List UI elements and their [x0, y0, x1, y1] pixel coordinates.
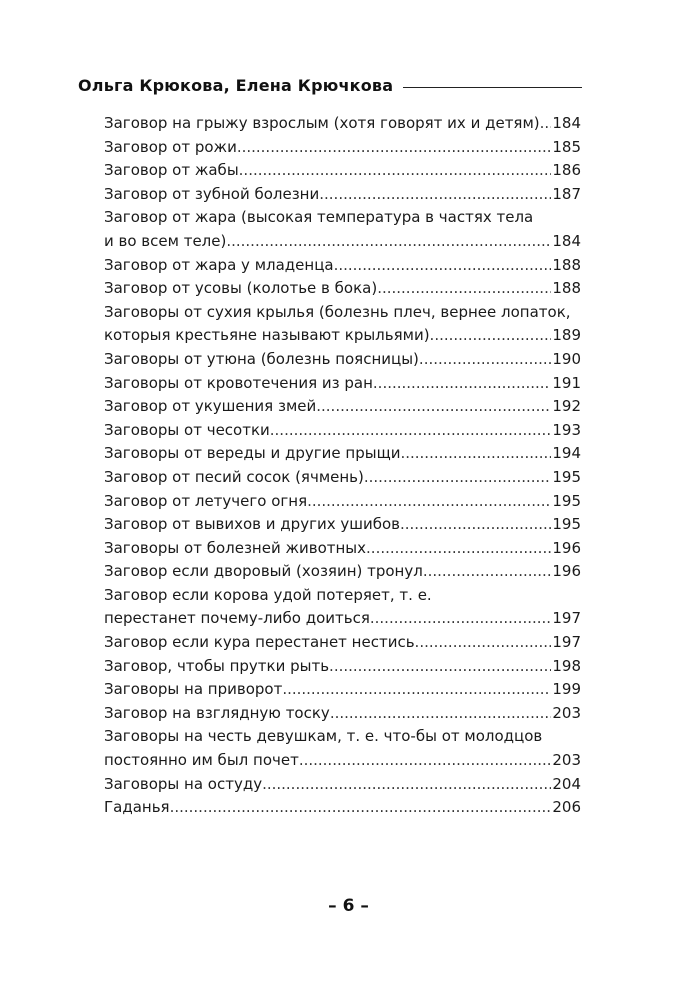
- dot-leader: [419, 348, 551, 372]
- dot-leader: [334, 254, 552, 278]
- toc-entry: [104, 513, 581, 537]
- dot-leader: [316, 395, 551, 419]
- toc-entry: [104, 254, 581, 278]
- toc-entry: [104, 277, 581, 301]
- toc-entry-line: [104, 183, 581, 207]
- toc-entry-page: 197: [552, 633, 581, 652]
- toc-entry-line: [104, 372, 581, 396]
- toc-entry-page: 187: [552, 184, 581, 203]
- toc-entry-line: [104, 702, 581, 726]
- dot-leader: [540, 112, 552, 136]
- toc-entry-page: 188: [552, 279, 581, 298]
- toc-entry-page: 197: [552, 609, 581, 628]
- toc-entry: [104, 442, 581, 466]
- toc-entry-line: [104, 136, 581, 160]
- toc-entry-page: 193: [552, 420, 581, 439]
- toc-entry: [104, 655, 581, 679]
- toc-entry: [104, 490, 581, 514]
- toc-entry: [104, 183, 581, 207]
- toc-entry: [104, 159, 581, 183]
- toc-entry-line: [104, 490, 581, 514]
- dot-leader: [170, 796, 552, 820]
- toc-entry-page: 184: [552, 114, 581, 132]
- toc-entry: [104, 678, 581, 702]
- toc-entry-page: 198: [552, 656, 581, 675]
- toc-entry: [104, 206, 581, 253]
- toc-entry-title-first-line: Заговоры от сухия крылья (болезнь плеч, вернее лопаток,: [104, 302, 571, 321]
- toc-entry-title: и во всем теле): [104, 231, 227, 250]
- toc-entry: [104, 725, 581, 772]
- dot-leader: [400, 513, 551, 537]
- toc-entry-page: 196: [552, 538, 581, 557]
- toc-entry-title: Заговор от вывихов и других ушибов: [104, 515, 400, 534]
- toc-entry-title: Заговор от летучего огня: [104, 491, 308, 510]
- table-of-contents: [104, 112, 581, 820]
- toc-entry-line: [104, 678, 581, 702]
- toc-entry: [104, 301, 581, 348]
- toc-entry: [104, 112, 581, 136]
- toc-entry-title: Заговор от жабы: [104, 161, 239, 180]
- toc-entry: [104, 466, 581, 490]
- dot-leader: [262, 773, 551, 797]
- toc-entry-line: [104, 230, 581, 254]
- dot-leader: [226, 230, 551, 254]
- dot-leader: [330, 702, 552, 726]
- toc-entry-line: [104, 631, 581, 655]
- dot-leader: [270, 419, 552, 443]
- toc-entry-page: 203: [552, 751, 581, 770]
- toc-entry-page: 188: [552, 255, 581, 274]
- dot-leader: [366, 537, 551, 561]
- toc-entry-title-first-line: Заговоры на честь девушкам, т. е. что-бы от молодцов: [104, 727, 543, 746]
- toc-entry-page: 196: [552, 562, 581, 581]
- toc-entry: [104, 395, 581, 419]
- toc-entry-title: Заговор от укушения змей: [104, 397, 317, 416]
- dot-leader: [299, 749, 552, 773]
- dot-leader: [400, 442, 551, 466]
- toc-entry-title: Заговор от зубной болезни: [104, 184, 320, 203]
- toc-entry-title: Заговоры от чесотки: [104, 420, 270, 439]
- toc-entry-page: 189: [552, 326, 581, 345]
- toc-entry-page: 191: [552, 373, 581, 392]
- toc-entry-line: [104, 419, 581, 443]
- dot-leader: [373, 372, 551, 396]
- toc-entry: [104, 773, 581, 797]
- toc-entry-title: Заговор если дворовый (хозяин) тронул: [104, 562, 423, 581]
- toc-entry: [104, 560, 581, 584]
- toc-entry-line: [104, 277, 581, 301]
- dot-leader: [307, 490, 551, 514]
- toc-entry-title: Заговоры на приворот: [104, 680, 283, 699]
- dot-leader: [415, 631, 552, 655]
- toc-entry-title: Заговор на грыжу взрослым (хотя говорят их и детям): [104, 114, 540, 132]
- toc-entry-title: Заговоры от болезней животных: [104, 538, 367, 557]
- toc-entry-page: 199: [552, 680, 581, 699]
- toc-entry-page: 192: [552, 397, 581, 416]
- toc-entry-line: [104, 773, 581, 797]
- toc-entry-line: [104, 537, 581, 561]
- toc-entry-page: 203: [552, 703, 581, 722]
- toc-entry-title: Заговоры на остуду: [104, 774, 263, 793]
- dot-leader: [282, 678, 551, 702]
- toc-entry-line: [104, 796, 581, 820]
- toc-entry-title: Гаданья: [104, 798, 170, 817]
- toc-entry-page: 195: [552, 467, 581, 486]
- toc-entry-page: 195: [552, 491, 581, 510]
- toc-entry-title: Заговор от песий сосок (ячмень): [104, 467, 364, 486]
- toc-entry: [104, 136, 581, 160]
- toc-entry-title-first-line: Заговор если корова удой потеряет, т. е.: [104, 585, 432, 604]
- toc-entry-page: 194: [552, 444, 581, 463]
- toc-entry-line: [104, 395, 581, 419]
- toc-entry: [104, 796, 581, 820]
- header-authors: Ольга Крюкова, Елена Крючкова: [78, 76, 394, 95]
- dot-leader: [319, 183, 551, 207]
- toc-entry: [104, 419, 581, 443]
- toc-entry: [104, 702, 581, 726]
- toc-entry-line: [104, 466, 581, 490]
- toc-entry-line: [104, 560, 581, 584]
- toc-entry-page: 190: [552, 349, 581, 368]
- toc-entry: [104, 584, 581, 631]
- toc-entry-page: 204: [552, 774, 581, 793]
- toc-entry-title: Заговоры от вереды и другие прыщи: [104, 444, 401, 463]
- dot-leader: [329, 655, 551, 679]
- toc-entry-title: Заговор от жара у младенца: [104, 255, 334, 274]
- dot-leader: [370, 607, 551, 631]
- toc-entry-line: [104, 324, 581, 348]
- dot-leader: [377, 277, 551, 301]
- toc-entry-title: которыя крестьяне называют крыльями): [104, 326, 430, 345]
- toc-entry-title: Заговор если кура перестанет нестись: [104, 633, 415, 652]
- toc-entry-title: Заговоры от кровотечения из ран: [104, 373, 373, 392]
- toc-entry-line: [104, 607, 581, 631]
- toc-entry-title: Заговор от рожи: [104, 137, 237, 156]
- toc-entry-title-first-line: Заговор от жара (высокая температура в частях тела: [104, 208, 534, 227]
- dot-leader: [237, 136, 552, 160]
- toc-entry: [104, 631, 581, 655]
- toc-entry-title: Заговор от усовы (колотье в бока): [104, 279, 378, 298]
- toc-entry-line: [104, 112, 581, 136]
- toc-entry-title: Заговоры от утюна (болезнь поясницы): [104, 349, 419, 368]
- toc-entry-line: [104, 442, 581, 466]
- dot-leader: [430, 324, 552, 348]
- toc-entry-title: Заговор на взглядную тоску: [104, 703, 330, 722]
- toc-entry-title: перестанет почему-либо доиться: [104, 609, 370, 628]
- toc-entry: [104, 372, 581, 396]
- toc-entry: [104, 348, 581, 372]
- toc-entry-title: Заговор, чтобы прутки рыть: [104, 656, 330, 675]
- toc-entry-line: [104, 655, 581, 679]
- dot-leader: [239, 159, 552, 183]
- header-rule: [403, 87, 582, 88]
- toc-entry-line: [104, 254, 581, 278]
- page-number: – 6 –: [328, 896, 369, 916]
- dot-leader: [423, 560, 552, 584]
- toc-entry-line: [104, 159, 581, 183]
- dot-leader: [364, 466, 551, 490]
- toc-entry-page: 186: [552, 161, 581, 180]
- toc-entry-line: [104, 513, 581, 537]
- toc-entry-page: 195: [552, 515, 581, 534]
- toc-entry: [104, 537, 581, 561]
- toc-entry-page: 206: [552, 798, 581, 817]
- toc-entry-page: 185: [552, 137, 581, 156]
- toc-entry-line: [104, 348, 581, 372]
- toc-entry-title: постоянно им был почет: [104, 751, 299, 770]
- toc-entry-line: [104, 749, 581, 773]
- toc-entry-page: 184: [552, 231, 581, 250]
- running-header: [78, 76, 582, 95]
